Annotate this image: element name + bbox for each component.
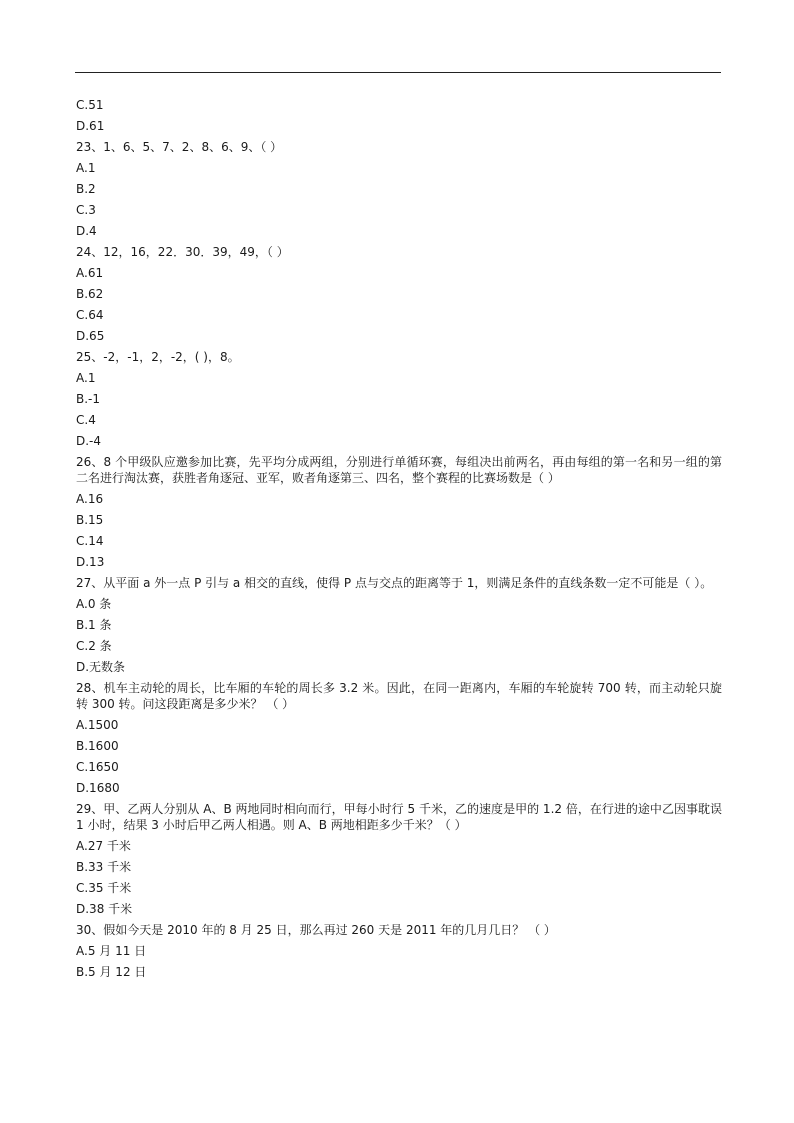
answer-option: A.16 — [76, 492, 104, 506]
question-stem: 28、机车主动轮的周长，比车厢的车轮的周长多 3.2 米。因此，在同一距离内，车厢的车轮旋转 700 转，而主动轮只旋转 300 转。问这段距离是多少米？ （ ） — [76, 681, 722, 711]
answer-option: D.4 — [76, 224, 97, 238]
answer-option: C.35 千米 — [76, 881, 132, 895]
answer-option: C.3 — [76, 203, 96, 217]
answer-option: D.61 — [76, 119, 105, 133]
answer-option: D.-4 — [76, 434, 102, 448]
answer-option: C.14 — [76, 534, 104, 548]
answer-option: C.1650 — [76, 760, 119, 774]
question-stem: 26、8 个甲级队应邀参加比赛，先平均分成两组，分别进行单循环赛，每组决出前两名，再由每组的第一名和另一组的第二名进行淘汰赛，获胜者角逐冠、亚军，败者角逐第三、四名，整个赛程的比赛场数是（ ） — [76, 455, 722, 485]
question-stem: 25、-2，-1，2，-2，( )，8。 — [76, 350, 240, 364]
answer-option: D.1680 — [76, 781, 120, 795]
answer-option: C.2 条 — [76, 639, 112, 653]
answer-option: B.1600 — [76, 739, 119, 753]
answer-option: B.-1 — [76, 392, 101, 406]
answer-option: A.0 条 — [76, 597, 112, 611]
answer-option: B.62 — [76, 287, 104, 301]
question-stem: 27、从平面 a 外一点 P 引与 a 相交的直线，使得 P 点与交点的距离等于 1，则满足条件的直线条数一定不可能是（ ）。 — [76, 576, 713, 590]
answer-option: A.1500 — [76, 718, 119, 732]
question-stem: 29、甲、乙两人分别从 A、B 两地同时相向而行，甲每小时行 5 千米，乙的速度是甲的 1.2 倍，在行进的途中乙因事耽误 1 小时，结果 3 小时后甲乙两人相遇。则 A、B 两地相距多少千米？（ ） — [76, 802, 722, 832]
answer-option: D.无数条 — [76, 660, 126, 674]
answer-option: B.33 千米 — [76, 860, 132, 874]
answer-option: B.5 月 12 日 — [76, 965, 147, 979]
header-rule — [75, 72, 721, 73]
answer-option: D.38 千米 — [76, 902, 133, 916]
answer-option: B.2 — [76, 182, 96, 196]
answer-option: B.15 — [76, 513, 104, 527]
answer-option: A.1 — [76, 161, 96, 175]
answer-option: A.27 千米 — [76, 839, 131, 853]
question-stem: 23、1、6、5、7、2、8、6、9、（ ） — [76, 140, 283, 154]
question-stem: 30、假如今天是 2010 年的 8 月 25 日，那么再过 260 天是 2011 年的几月几日？ （ ） — [76, 923, 556, 937]
answer-option: C.64 — [76, 308, 104, 322]
answer-option: A.1 — [76, 371, 96, 385]
question-list — [76, 95, 722, 983]
answer-option: C.4 — [76, 413, 96, 427]
answer-option: C.51 — [76, 98, 104, 112]
question-stem: 24、12，16，22．30．39，49，（ ） — [76, 245, 289, 259]
answer-option: A.61 — [76, 266, 104, 280]
answer-option: B.1 条 — [76, 618, 112, 632]
answer-option: D.65 — [76, 329, 105, 343]
answer-option: D.13 — [76, 555, 105, 569]
answer-option: A.5 月 11 日 — [76, 944, 147, 958]
